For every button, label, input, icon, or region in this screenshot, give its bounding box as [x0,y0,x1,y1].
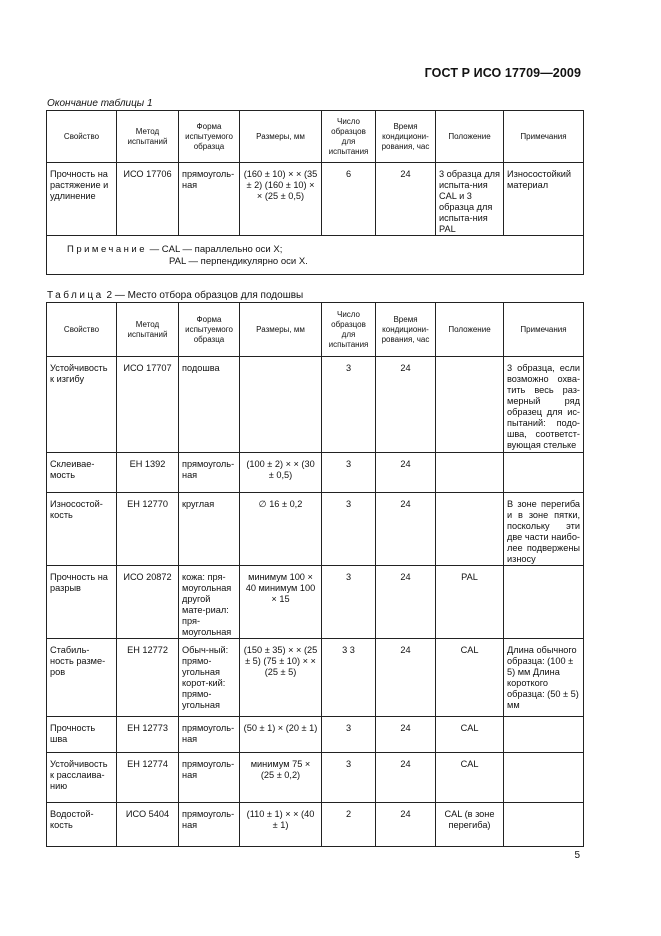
col-header: Время кондициони-рования, час [376,111,436,163]
cell-time: 24 [376,357,436,453]
cell-form: прямоуголь-ная [179,453,240,493]
cell-method: ЕН 12770 [117,493,179,566]
cell-time: 24 [376,453,436,493]
cell-property: Устойчивость к изгибу [47,357,117,453]
cell-notes: Износостойкий материал [504,163,584,236]
document-header: ГОСТ Р ИСО 17709—2009 [424,66,581,80]
cell-dims [240,357,322,453]
cell-form: прямоуголь-ная [179,163,240,236]
table1-caption: Окончание таблицы 1 [47,98,153,109]
cell-position: CAL [436,717,504,753]
col-header: Свойство [47,303,117,357]
table-row [47,566,584,639]
cell-notes [504,803,584,847]
col-header: Форма испытуемого образца [179,111,240,163]
cell-time: 24 [376,717,436,753]
cell-count: 3 [322,493,376,566]
cell-dims: ∅ 16 ± 0,2 [240,493,322,566]
cell-method: ИСО 5404 [117,803,179,847]
cell-notes [504,753,584,803]
table1-note [47,236,584,275]
col-header: Метод испытаний [117,111,179,163]
cell-count: 3 [322,357,376,453]
cell-method: ЕН 12772 [117,639,179,717]
cell-notes [504,566,584,639]
cell-position: CAL [436,639,504,717]
cell-notes [504,717,584,753]
cell-property: Водостой-кость [47,803,117,847]
cell-notes [504,453,584,493]
cell-notes: В зоне перегиба и в зоне пятки, поскольку эти две части наибо-лее подвержены износу [504,493,584,566]
table2-caption-label: Таблица [47,290,104,301]
cell-count: 3 [322,453,376,493]
cell-form: прямоуголь-ная [179,803,240,847]
cell-time: 24 [376,566,436,639]
cell-time: 24 [376,803,436,847]
cell-count: 3 3 [322,639,376,717]
col-header: Размеры, мм [240,303,322,357]
cell-time: 24 [376,493,436,566]
cell-dims: (160 ± 10) × × (35 ± 2) (160 ± 10) × × (25 ± 0,5) [240,163,322,236]
cell-dims: (150 ± 35) × × (25 ± 5) (75 ± 10) × × (25 ± 5) [240,639,322,717]
note-label: Примечание [67,244,147,255]
cell-count: 3 [322,753,376,803]
cell-form: прямоуголь-ная [179,753,240,803]
cell-method: ИСО 17707 [117,357,179,453]
cell-dims: минимум 75 × (25 ± 0,2) [240,753,322,803]
cell-position: 3 образца для испыта-ния CAL и 3 образца для испыта-ния PAL [436,163,504,236]
table2-caption [47,290,303,301]
cell-method: ЕН 1392 [117,453,179,493]
cell-dims: минимум 100 × 40 минимум 100 × 15 [240,566,322,639]
cell-method: ИСО 17706 [117,163,179,236]
cell-form: кожа: пря-моугольная другой мате-риал: пря-моугольная [179,566,240,639]
table-2 [46,302,584,847]
cell-position [436,453,504,493]
cell-property: Устойчивость к расслаива-нию [47,753,117,803]
table2-header-row [47,303,584,357]
table1-note-row [47,236,584,275]
table-row [47,753,584,803]
cell-time: 24 [376,639,436,717]
cell-form: прямоуголь-ная [179,717,240,753]
cell-count: 6 [322,163,376,236]
col-header: Примечания [504,303,584,357]
cell-form: круглая [179,493,240,566]
table-row [47,717,584,753]
table-row [47,163,584,236]
table-row [47,803,584,847]
cell-position [436,357,504,453]
cell-count: 3 [322,566,376,639]
table-1 [46,110,584,275]
cell-position: PAL [436,566,504,639]
cell-form: Обыч-ный: прямо-угольная корот-кий: прямо-угольная [179,639,240,717]
cell-property: Прочность на растяжение и удлинение [47,163,117,236]
cell-dims: (50 ± 1) × (20 ± 1) [240,717,322,753]
cell-method: ЕН 12774 [117,753,179,803]
cell-count: 3 [322,717,376,753]
note-text-1: — CAL — параллельно оси X; [147,244,283,255]
cell-property: Износостой-кость [47,493,117,566]
col-header: Форма испытуемого образца [179,303,240,357]
table1-header-row [47,111,584,163]
col-header: Число образцов для испытания [322,111,376,163]
col-header: Свойство [47,111,117,163]
cell-dims: (100 ± 2) × × (30 ± 0,5) [240,453,322,493]
cell-method: ЕН 12773 [117,717,179,753]
table-row [47,357,584,453]
table-row [47,493,584,566]
cell-property: Прочность на разрыв [47,566,117,639]
col-header: Метод испытаний [117,303,179,357]
cell-dims: (110 ± 1) × × (40 ± 1) [240,803,322,847]
cell-property: Прочность шва [47,717,117,753]
cell-method: ИСО 20872 [117,566,179,639]
page-number: 5 [574,850,580,861]
cell-property: Склеивае-мость [47,453,117,493]
table2-caption-text: 2 — Место отбора образцов для подошвы [103,290,304,301]
cell-position: CAL [436,753,504,803]
note-line-2: PAL — перпендикулярно оси X. [169,256,308,267]
col-header: Время кондициони-рования, час [376,303,436,357]
cell-property: Стабиль-ность разме-ров [47,639,117,717]
cell-position: CAL (в зоне перегиба) [436,803,504,847]
note-line-1 [67,244,583,256]
cell-notes: Длина обычного образца: (100 ± 5) мм Длина короткого образца: (50 ± 5) мм [504,639,584,717]
col-header: Примечания [504,111,584,163]
table-row [47,639,584,717]
cell-notes: 3 образца, если возможно охва-тить весь раз-мерный ряд образец для ис-пытаний: подо-шва, соответст-вующая стельке [504,357,584,453]
cell-count: 2 [322,803,376,847]
cell-form: подошва [179,357,240,453]
col-header: Положение [436,111,504,163]
table-row [47,453,584,493]
col-header: Положение [436,303,504,357]
cell-time: 24 [376,753,436,803]
col-header: Число образцов для испытания [322,303,376,357]
cell-position [436,493,504,566]
col-header: Размеры, мм [240,111,322,163]
cell-time: 24 [376,163,436,236]
